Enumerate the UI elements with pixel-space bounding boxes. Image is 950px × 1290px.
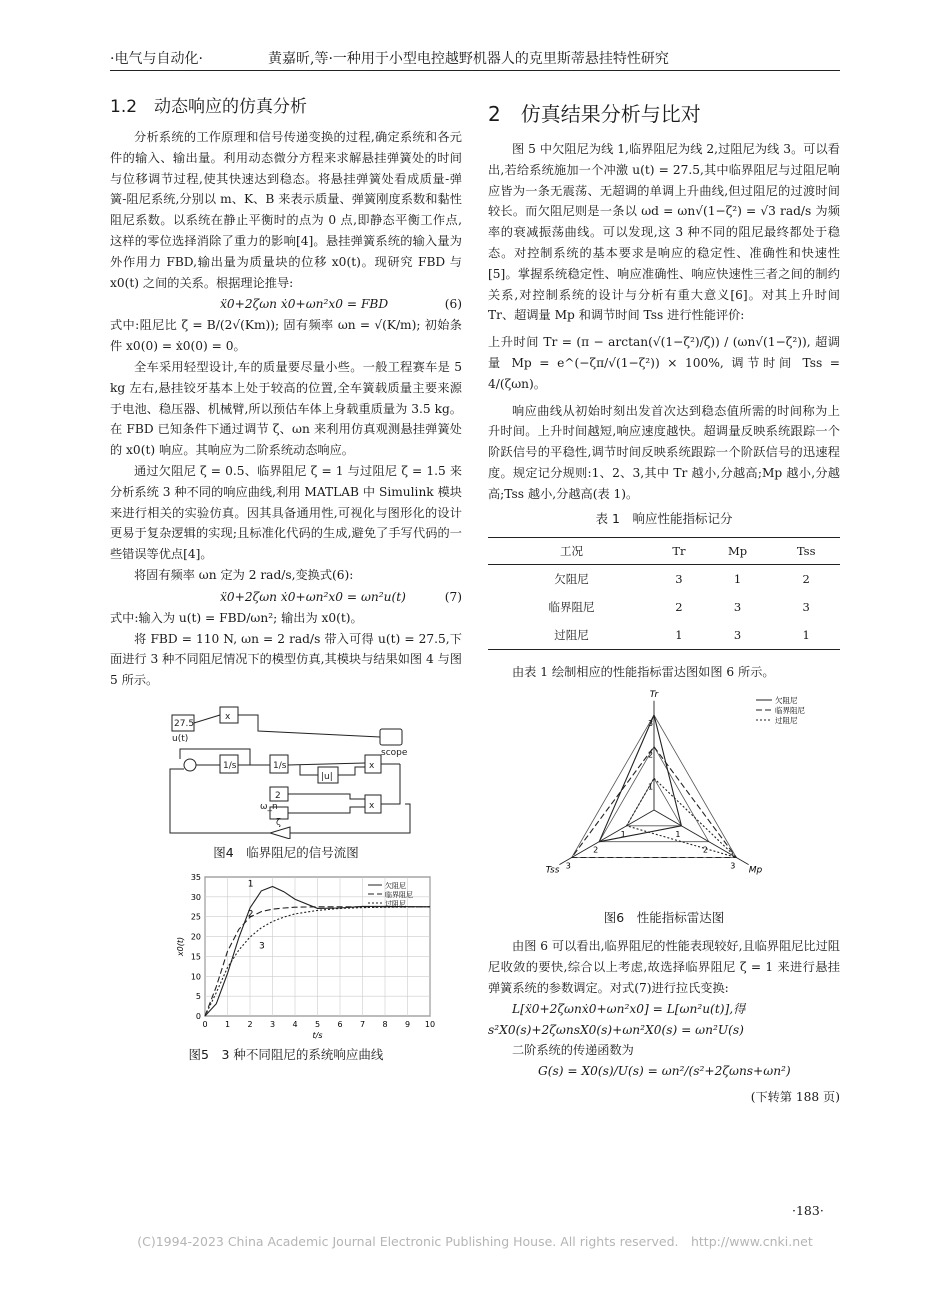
equation-number: (6) bbox=[444, 297, 462, 312]
table-cell: 2 bbox=[675, 599, 683, 614]
two-label: 2 bbox=[275, 790, 281, 801]
x-tick-label: 4 bbox=[292, 1019, 298, 1029]
x-axis-label: t/s bbox=[312, 1030, 323, 1040]
laplace-equation-2: s²X0(s)+2ζωnsX0(s)+ωn²X0(s) = ωn²U(s) bbox=[488, 1022, 744, 1037]
radar-series bbox=[627, 779, 737, 858]
x-tick-label: 8 bbox=[382, 1019, 388, 1029]
y-tick-label: 0 bbox=[195, 1011, 201, 1021]
sum-block bbox=[184, 759, 196, 771]
input-label: u(t) bbox=[172, 733, 189, 744]
table-cell: 过阻尼 bbox=[488, 621, 655, 650]
integrator-label-1: 1/s bbox=[223, 760, 237, 771]
y-tick-label: 30 bbox=[190, 892, 201, 902]
table-1-caption: 表 1 响应性能指标记分 bbox=[595, 510, 733, 526]
product-label: x bbox=[225, 711, 231, 722]
figure-4-simulink-diagram bbox=[110, 699, 462, 839]
table-header-row bbox=[488, 537, 840, 564]
equation-7 bbox=[110, 586, 462, 608]
radar-series bbox=[599, 715, 681, 842]
y-tick-label: 25 bbox=[190, 912, 201, 922]
legend-label: 临界阻尼 bbox=[385, 890, 413, 899]
table-cell: 1 bbox=[733, 571, 742, 586]
equation-note: 式中:阻尼比 ζ = B/(2√(Km)); 固有频率 ωn = √(K/m); 初始条件 x0(0) = ẋ0(0) = 0。 bbox=[110, 318, 462, 354]
radar-tick-label: 1 bbox=[675, 830, 681, 840]
y-tick-label: 5 bbox=[195, 992, 201, 1002]
y-tick-label: 35 bbox=[190, 872, 201, 882]
scope-block bbox=[380, 729, 402, 745]
paragraph: 响应曲线从初始时刻出发首次达到稳态值所需的时间称为上升时间。上升时间越短,响应速度越快。超调量反映系统跟踪一个阶跃信号的平稳性,调节时间反映系统跟踪一个阶跃信号的迅速程度。规定记分规则:1、2、3,其中 Tr 越小,分越高;Mp 越小,分越高;Tss 越小,分越高(表 1)。 bbox=[488, 403, 840, 501]
equation-number: (7) bbox=[444, 589, 462, 604]
section-label: ·电气与自动化· bbox=[110, 51, 203, 67]
radar-tick-label: 2 bbox=[593, 846, 599, 856]
x-tick-label: 6 bbox=[337, 1019, 343, 1029]
paragraph: 通过欠阻尼 ζ = 0.5、临界阻尼 ζ = 1 与过阻尼 ζ = 1.5 来分析系统 3 种不同的响应曲线,利用 MATLAB 中 Simulink 模块来进行相关的实验仿真。因其具备通用性,可视化与图形化的设计更易于复杂逻辑的实现;且标准化代码的生成,避免了手写代码的一些错误等优点[4]。 bbox=[110, 463, 462, 562]
equation-note: 式中:输入为 u(t) = FBD/ωn²; 输出为 x0(t)。 bbox=[110, 610, 363, 625]
radar-axis bbox=[559, 810, 654, 865]
table-cell: 3 bbox=[802, 599, 810, 614]
continued-note: (下转第 188 页) bbox=[750, 1089, 840, 1104]
page-number: ·183· bbox=[792, 1203, 824, 1218]
legend-label: 临界阻尼 bbox=[775, 706, 805, 716]
radar-tick-label: 1 bbox=[620, 830, 626, 840]
figure-6-caption: 图6 性能指标雷达图 bbox=[603, 910, 725, 926]
y-tick-label: 20 bbox=[190, 932, 201, 942]
table-cell: 1 bbox=[772, 621, 840, 650]
x-tick-label: 3 bbox=[269, 1019, 276, 1029]
paragraph: 将 FBD = 110 N, ωn = 2 rad/s 带入可得 u(t) = 27.5,下面进行 3 种不同阻尼情况下的模型仿真,其模块与结果如图 4 与图 5 所示。 bbox=[110, 631, 462, 688]
product-label-3: x bbox=[369, 800, 375, 811]
x-tick-label: 2 bbox=[247, 1019, 253, 1029]
legend-label: 过阻尼 bbox=[385, 899, 406, 908]
gain-block bbox=[270, 827, 290, 839]
x-tick-label: 7 bbox=[359, 1019, 366, 1029]
paragraph: 图 5 中欠阻尼为线 1,临界阻尼为线 2,过阻尼为线 3。可以看出,若给系统施加一个冲激 u(t) = 27.5,其中临界阻尼与过阻尼响应皆为一条无震荡、无超调的单调上升曲线,但过阻尼的过渡时间较长。而欠阻尼则是一条以 ωd = ωn√(1−ζ²) = √3 rad/s 为频率的衰减振荡曲线。可以发现,这 3 种不同的阻尼最终都处于稳态。对控制系统的基本要求是响应的稳定性、准确性和快速性[5]。掌握系统稳定性、响应准确性、响应快速性三者之间的制约关系,对控制系统的设计与分析有重大意义[6]。对其上升时间 Tr、超调量 Mp 和调节时间 Tss 进行性能评价: bbox=[488, 142, 840, 323]
curve-label: 1 bbox=[247, 879, 254, 890]
y-tick-label: 15 bbox=[190, 952, 201, 962]
radar-tick-label: 3 bbox=[565, 861, 571, 871]
figure-6-radar-chart bbox=[488, 682, 840, 904]
copyright-footer: (C)1994-2023 China Academic Journal Electronic Publishing House. All rights reserved. http://www.cnki.net bbox=[137, 1234, 813, 1249]
radar-axis-label: Mp bbox=[748, 865, 763, 876]
radar-tick-label: 3 bbox=[730, 861, 736, 871]
left-column bbox=[110, 92, 462, 1073]
paragraph: 由表 1 绘制相应的性能指标雷达图如图 6 所示。 bbox=[512, 664, 775, 679]
performance-score-table bbox=[488, 537, 840, 650]
table-cell: 2 bbox=[802, 571, 810, 586]
legend-label: 过阻尼 bbox=[775, 716, 798, 726]
paragraph: 二阶系统的传递函数为 bbox=[512, 1043, 634, 1058]
integrator-label-2: 1/s bbox=[273, 760, 287, 771]
figure-5-response-chart bbox=[110, 871, 462, 1041]
x-tick-label: 1 bbox=[224, 1019, 231, 1029]
omega-label: ω_n bbox=[260, 801, 278, 812]
table-row bbox=[488, 593, 840, 621]
table-cell: 3 bbox=[675, 571, 683, 586]
product-label-2: x bbox=[369, 760, 375, 771]
transfer-function: G(s) = X0(s)/U(s) = ωn²/(s²+2ζωns+ωn²) bbox=[538, 1064, 791, 1079]
paragraph: 由图 6 可以看出,临界阻尼的性能表现较好,且临界阻尼比过阻尼收敛的要快,综合以上考虑,故选择临界阻尼 ζ = 1 来进行悬挂弹簧系统的参数调定。对式(7)进行拉氏变换: bbox=[488, 939, 840, 995]
equation-6 bbox=[110, 293, 462, 315]
figure-4-caption: 图4 临界阻尼的信号流图 bbox=[213, 844, 359, 860]
scope-label: scope bbox=[381, 747, 408, 758]
abs-label: |u| bbox=[321, 771, 333, 782]
figure-5-caption: 图5 3 种不同阻尼的系统响应曲线 bbox=[188, 1046, 384, 1062]
table-cell: 临界阻尼 bbox=[548, 599, 595, 614]
const-label: 27.5 bbox=[174, 718, 195, 729]
table-cell: 欠阻尼 bbox=[554, 571, 589, 586]
curve-label: 2 bbox=[247, 909, 254, 920]
table-cell: 1 bbox=[655, 621, 703, 650]
table-header-cell: 工况 bbox=[488, 537, 655, 564]
running-title: 黄嘉昕,等·一种用于小型电控越野机器人的克里斯蒂悬挂特性研究 bbox=[268, 51, 669, 67]
section-heading-1-2: 1.2 动态响应的仿真分析 bbox=[110, 97, 308, 117]
laplace-equation-1: L[ẍ0+2ζωnẋ0+ωn²x0] = L[ωn²u(t)],得 bbox=[512, 1001, 746, 1016]
table-row bbox=[488, 621, 840, 650]
radar-tick-label: 2 bbox=[702, 846, 708, 856]
paragraph: 分析系统的工作原理和信号传递变换的过程,确定系统和各元件的输入、输出量。利用动态微分方程来求解悬挂弹簧处的时间与位移调节过程,使其快速达到稳态。将悬挂弹簧处看成质量-弹簧-阻尼系统,分别以 m、K、B 来表示质量、弹簧刚度系数和黏性阻尼系数。以系统在静止平衡时的点为 0 点,即静态平衡工作点,这样的零位选择消除了重力的影响[4]。悬挂弹簧系统的输入量为外作用力 FBD,输出量为质量块的位移 x0(t)。现研究 FBD 与 x0(t) 之间的关系。根据理论推导: bbox=[110, 130, 462, 290]
curve-label: 3 bbox=[259, 941, 265, 952]
y-tick-label: 10 bbox=[190, 972, 201, 982]
section-heading-2: 2 仿真结果分析与比对 bbox=[488, 102, 701, 126]
radar-axis-label: Tss bbox=[545, 865, 560, 876]
table-header-cell: Mp bbox=[703, 537, 772, 564]
table-header-cell: Tss bbox=[772, 537, 840, 564]
y-axis-label: x0(t) bbox=[176, 936, 185, 957]
radar-tick-label: 2 bbox=[648, 751, 654, 761]
radar-tick-label: 1 bbox=[648, 782, 654, 792]
x-tick-label: 10 bbox=[424, 1019, 436, 1029]
equation-body: ẍ0+2ζωn ẋ0+ωn²x0 = FBD bbox=[220, 297, 389, 312]
table-cell: 3 bbox=[733, 599, 742, 614]
paragraph: 全车采用轻型设计,车的质量要尽量小些。一般工程赛车是 5 kg 左右,悬挂铰牙基本上处于较高的位置,全车簧载质量主要来源于电池、稳压器、机械臂,所以预估车体上身载重质量为 3.5 kg。在 FBD 已知条件下通过调节 ζ、ωn 来利用仿真观测悬挂弹簧处的 x0(t) 响应。其响应为二阶系统动态响应。 bbox=[110, 359, 462, 458]
equation-body: ẍ0+2ζωn ẋ0+ωn²x0 = ωn²u(t) bbox=[220, 589, 406, 604]
table-cell: 3 bbox=[703, 621, 772, 650]
legend-label: 欠阻尼 bbox=[775, 696, 798, 706]
paragraph: 将固有频率 ωn 定为 2 rad/s,变换式(6): bbox=[134, 567, 354, 582]
legend-label: 欠阻尼 bbox=[385, 881, 406, 890]
x-tick-label: 5 bbox=[314, 1019, 321, 1029]
right-column bbox=[488, 92, 840, 1105]
performance-formula: 上升时间 Tr = (π − arctan(√(1−ζ²)/ζ)) / (ωn√(1−ζ²)), 超调量 Mp = e^(−ζπ/√(1−ζ²)) × 100%, 调节时间 Tss = 4/(ζωn)。 bbox=[488, 335, 840, 391]
header-rule bbox=[110, 70, 840, 71]
x-tick-label: 0 bbox=[202, 1019, 208, 1029]
radar-axis-label: Tr bbox=[649, 690, 659, 701]
table-row bbox=[488, 564, 840, 593]
table-header-cell: Tr bbox=[655, 537, 703, 564]
zeta-label: ζ bbox=[276, 817, 281, 828]
x-tick-label: 9 bbox=[404, 1019, 411, 1029]
radar-tick-label: 3 bbox=[648, 719, 654, 729]
